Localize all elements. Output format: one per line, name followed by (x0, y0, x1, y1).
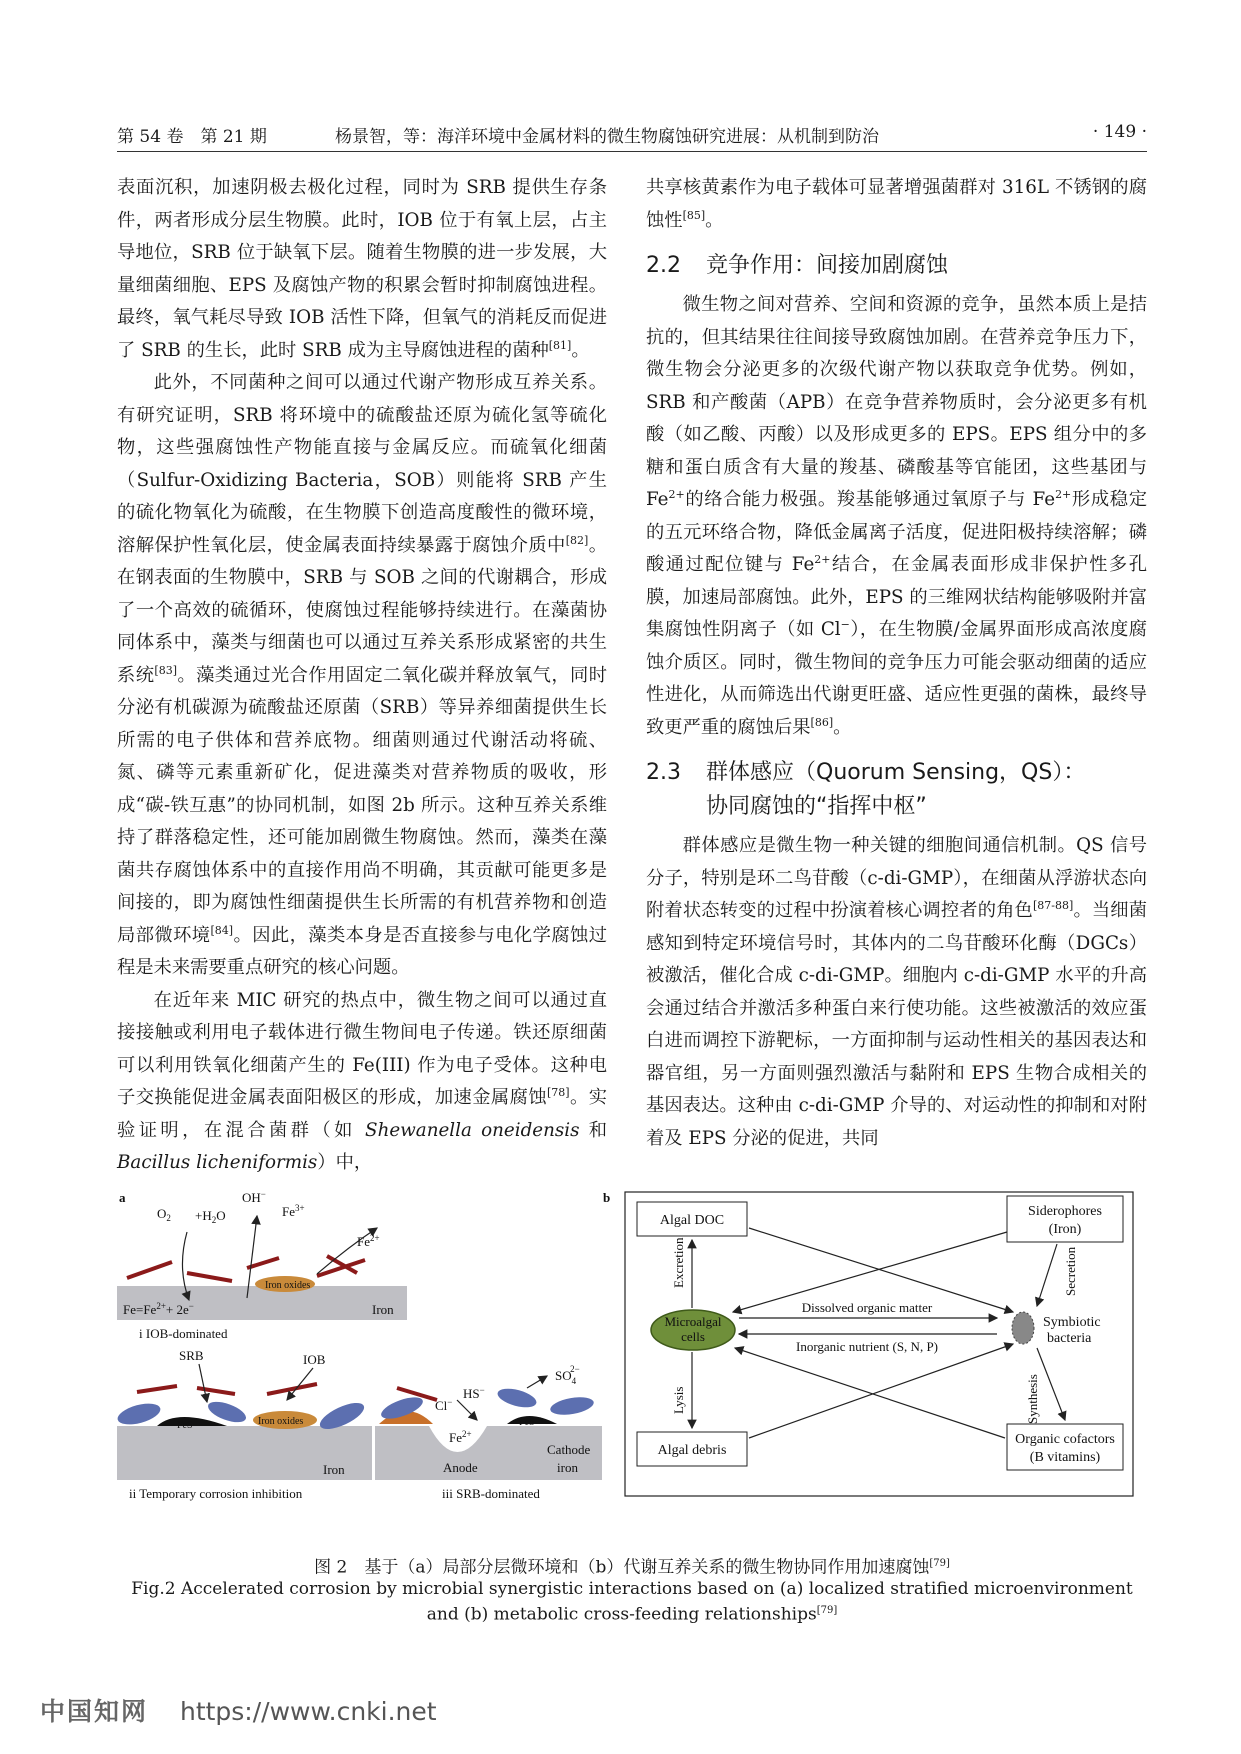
panel-a-label: a (119, 1190, 126, 1205)
reaction-arrow (247, 1216, 257, 1298)
bacterium-rod (127, 1262, 172, 1278)
citation[interactable]: [85] (682, 208, 706, 222)
label-secretion: Secretion (1063, 1246, 1078, 1296)
citation[interactable]: [82] (565, 533, 589, 547)
bacterium-ellipse (549, 1394, 595, 1417)
panel-caption: ii Temporary corrosion inhibition (129, 1486, 303, 1501)
label-lysis: Lysis (671, 1386, 686, 1414)
label-microalgal-cells: cells (681, 1329, 705, 1344)
paragraph: 群体感应是微生物一种关键的细胞间通信机制。QS 信号分子，特别是环二鸟苷酸（c-di-GMP），在细菌从浮游状态向附着状态转变的过程中扮演着核心调控者的角色[87-88]。当细菌感知到特定环境信号时，其体内的二鸟苷酸环化酶（DGCs）被激活，催化合成 c-di-GMP。细胞内 c-di-GMP 水平的升高会通过结合并激活多种蛋白来行使功能。这些被激活的效应蛋白进而调控下游靶标，一方面抑制与运动性相关的基因表达和器官组，另一方面则强烈激活与黏附和 EPS 生物合成相关的基因表达。这种由 c-di-GMP 介导的、对运动性的抑制和对附着及 EPS 分泌的促进，共同 (646, 835, 1148, 1149)
pointer-arrow (199, 1364, 207, 1402)
running-title: 杨景智，等：海洋环境中金属材料的微生物腐蚀研究进展：从机制到防治 (335, 127, 879, 147)
page-header (117, 118, 1147, 152)
label-siderophores: Siderophores (1028, 1204, 1102, 1219)
cnki-logo: 中国知网 (40, 1697, 149, 1726)
arrow-debris-to-bacteria (749, 1344, 1013, 1438)
citation[interactable]: [79] (929, 1558, 950, 1569)
label-srb: SRB (179, 1348, 204, 1363)
cnki-url[interactable]: https://www.cnki.net (179, 1697, 437, 1726)
bacterium-rod (197, 1388, 235, 1394)
label-fes: FeS (177, 1420, 193, 1431)
label-cofactors: Organic cofactors (1015, 1432, 1115, 1447)
species-name: Shewanella oneidensis (365, 1119, 580, 1141)
label-fe2: $Fe^{2+}$ (449, 1429, 472, 1445)
label-anode: Anode (443, 1460, 478, 1475)
label-o2: $O_2$ (157, 1206, 171, 1223)
label-cathode: Cathode (547, 1442, 591, 1457)
page-number: · 149 · (1092, 122, 1147, 142)
left-column (117, 172, 607, 1180)
label-algal-debris: Algal debris (657, 1443, 727, 1458)
panel-a-i (117, 1189, 407, 1341)
pointer-arrow (457, 1400, 477, 1420)
panel-b (603, 1190, 1133, 1496)
figure-caption (117, 1553, 1147, 1625)
section-heading-2-2: 2.2 竞争作用：间接加剧腐蚀 (646, 253, 949, 278)
right-column (646, 172, 1147, 1155)
label-so4: $SO_42-$ (555, 1364, 580, 1386)
label-cathode-iron: iron (557, 1460, 578, 1475)
label-iron: Iron (372, 1302, 394, 1317)
label-iron: Iron (323, 1462, 345, 1477)
label-algal-doc: Algal DOC (659, 1213, 725, 1228)
citation[interactable]: [84] (210, 923, 234, 937)
arrow-synthesis (1037, 1348, 1065, 1420)
label-iob: IOB (303, 1352, 326, 1367)
label-cofactors-b: (B vitamins) (1029, 1450, 1101, 1465)
panel-caption: iii SRB-dominated (442, 1486, 540, 1501)
journal-volume: 第 54 卷 第 21 期 (117, 127, 267, 147)
label-dom: Dissolved organic matter (801, 1300, 933, 1315)
label-excretion: Excretion (671, 1237, 686, 1288)
footer-watermark (40, 1692, 437, 1728)
species-name: Bacillus licheniformis (117, 1152, 318, 1173)
label-hs: HS− (463, 1385, 485, 1401)
label-cl: Cl− (435, 1397, 453, 1413)
label-microalgal: Microalgal (664, 1314, 722, 1329)
bacterium-ellipse (496, 1385, 539, 1411)
section-heading-2-3: 2.3 群体感应（Quorum Sensing，QS）： 协同腐蚀的“指挥中枢” (646, 760, 1086, 819)
citation[interactable]: [86] (810, 715, 834, 729)
paragraph: 表面沉积，加速阴极去极化过程，同时为 SRB 提供生存条件，两者形成分层生物膜。此时，IOB 位于有氧上层，占主导地位，SRB 位于缺氧下层。随着生物膜的进一步发展，大量细菌细胞、EPS 及腐蚀产物的积累会暂时抑制腐蚀进程。最终，氧气耗尽导致 IOB 活性下降，但氧气的消耗反而促进了 SRB 的生长，此时 SRB 成为主导腐蚀进程的菌种[81]。 (117, 177, 607, 361)
citation[interactable]: [79] (816, 1604, 838, 1616)
citation[interactable]: [83] (154, 663, 177, 677)
label-symbiotic: Symbiotic (1043, 1315, 1101, 1330)
label-oh: OH− (242, 1189, 266, 1205)
label-synthesis: Synthesis (1025, 1374, 1040, 1424)
caption-en-line1: Fig.2 Accelerated corrosion by microbial synergistic interactions based on (a) localized stratified microenvironment (131, 1578, 1133, 1599)
caption-zh: 图 2 基于（a）局部分层微环境和（b）代谢互养关系的微生物协同作用加速腐蚀[79] (314, 1557, 950, 1578)
pointer-arrow (527, 1376, 547, 1388)
label-fe2: $Fe^{2+}$ (357, 1233, 380, 1249)
label-reaction: $Fe=Fe^{2+}+ 2e^-$ (123, 1301, 194, 1317)
label-symbiotic-bacteria: bacteria (1047, 1331, 1092, 1346)
label-iron-oxides: Iron oxides (265, 1280, 311, 1291)
paragraph: 在近年来 MIC 研究的热点中，微生物之间可以通过直接接触或利用电子载体进行微生物间电子传递。铁还原细菌可以利用铁氧化细菌产生的 Fe(III) 作为电子受体。这种电子交换能促进金属表面阳极区的形成，加速金属腐蚀[78]。实验证明，在混合菌群（如 Shewanella oneidensis 和 Bacillus licheniformis）中， (117, 989, 608, 1173)
bacterium-rod (187, 1273, 232, 1281)
panel-b-label: b (603, 1190, 611, 1205)
label-siderophores-iron: (Iron) (1048, 1222, 1082, 1237)
caption-en-line2: and (b) metabolic cross-feeding relationships[79] (426, 1604, 838, 1625)
bacterium-rod (137, 1386, 177, 1392)
label-fe3: $Fe^{3+}$ (282, 1203, 305, 1219)
citation[interactable]: [81] (548, 338, 572, 352)
paragraph: 此外，不同菌种之间可以通过代谢产物形成互养关系。有研究证明，SRB 将环境中的硫酸盐还原为硫化氢等硫化物，这些强腐蚀性产物能直接与金属反应。而硫氧化细菌（Sulfur-Oxidizing Bacteria，SOB）则能将 SRB 产生的硫化物氧化为硫酸，在生物膜下创造高度酸性的微环境，溶解保护性氧化层，使金属表面持续暴露于腐蚀介质中[82]。在钢表面的生物膜中，SRB 与 SOB 之间的代谢耦合，形成了一个高效的硫循环，使腐蚀过程能够持续进行。在藻菌协同体系中，藻类与细菌也可以通过互养关系形成紧密的共生系统[83]。藻类通过光合作用固定二氧化碳并释放氧气，同时分泌有机碳源为硫酸盐还原菌（SRB）等异养细菌提供生长所需的电子供体和营养底物。细菌则通过代谢活动将硫、氮、磷等元素重新矿化，促进藻类对营养物质的吸收，形成“碳-铁互惠”的协同机制，如图 2b 所示。这种互养关系维持了群落稳定性，还可能加剧微生物腐蚀。然而，藻类在藻菌共存腐蚀体系中的直接作用尚不明确，其贡献可能更多是间接的，即为腐蚀性细菌提供生长所需的有机营养物和创造局部微环境[84]。因此，藻类本身是否直接参与电化学腐蚀过程是未来需要重点研究的核心问题。 (117, 372, 608, 978)
bacterium-ellipse (117, 1400, 163, 1429)
arrow-secretion (1037, 1244, 1057, 1306)
bacterium-rod (267, 1384, 317, 1394)
panel-caption: i IOB-dominated (139, 1326, 228, 1341)
label-nutrient: Inorganic nutrient (S, N, P) (795, 1339, 939, 1354)
citation[interactable]: [78] (547, 1085, 570, 1099)
citation[interactable]: [87-88] (1033, 898, 1074, 912)
label-fes: FeS (519, 1417, 535, 1428)
header-rule (117, 151, 1147, 152)
symbiotic-bacterium (1012, 1312, 1034, 1344)
label-h2o: $+H_2O$ (195, 1208, 226, 1225)
figure-2 (117, 1188, 1147, 1548)
panel-a-iii (375, 1364, 602, 1501)
paragraph: 微生物之间对营养、空间和资源的竞争，虽然本质上是拮抗的，但其结果往往间接导致腐蚀加剧。在营养竞争压力下，微生物会分泌更多的次级代谢产物以获取竞争优势。例如，SRB 和产酸菌（APB）在竞争营养物质时，会分泌更多有机酸（如乙酸、丙酸）以及形成更多的 EPS。EPS 组分中的多糖和蛋白质含有大量的羧基、磷酸基等官能团，这些基团与 $Fe^{2+}$的络合能力极强。羧基能够通过氧原子与 $Fe^{2+}$形成稳定的五元环络合物，降低金属离子活度，促进阳极持续溶解；磷酸通过配位键与 $Fe^{2+}$结合，在金属表面形成非保护性多孔膜，加速局部腐蚀。此外，EPS 的三维网状结构能够吸附并富集腐蚀性阴离子（如 Cl−），在生物膜/金属界面形成高浓度腐蚀介质区。同时，微生物间的竞争压力可能会驱动细菌的适应性进化，从而筛选出代谢更旺盛、适应性更强的菌株，最终导致更严重的腐蚀后果[86]。 (646, 294, 1148, 738)
label-iron-oxides: Iron oxides (258, 1416, 304, 1427)
panel-a-ii (117, 1348, 372, 1501)
paragraph: 共享核黄素作为电子载体可显著增强菌群对 316L 不锈钢的腐蚀性[85]。 (646, 177, 1147, 231)
